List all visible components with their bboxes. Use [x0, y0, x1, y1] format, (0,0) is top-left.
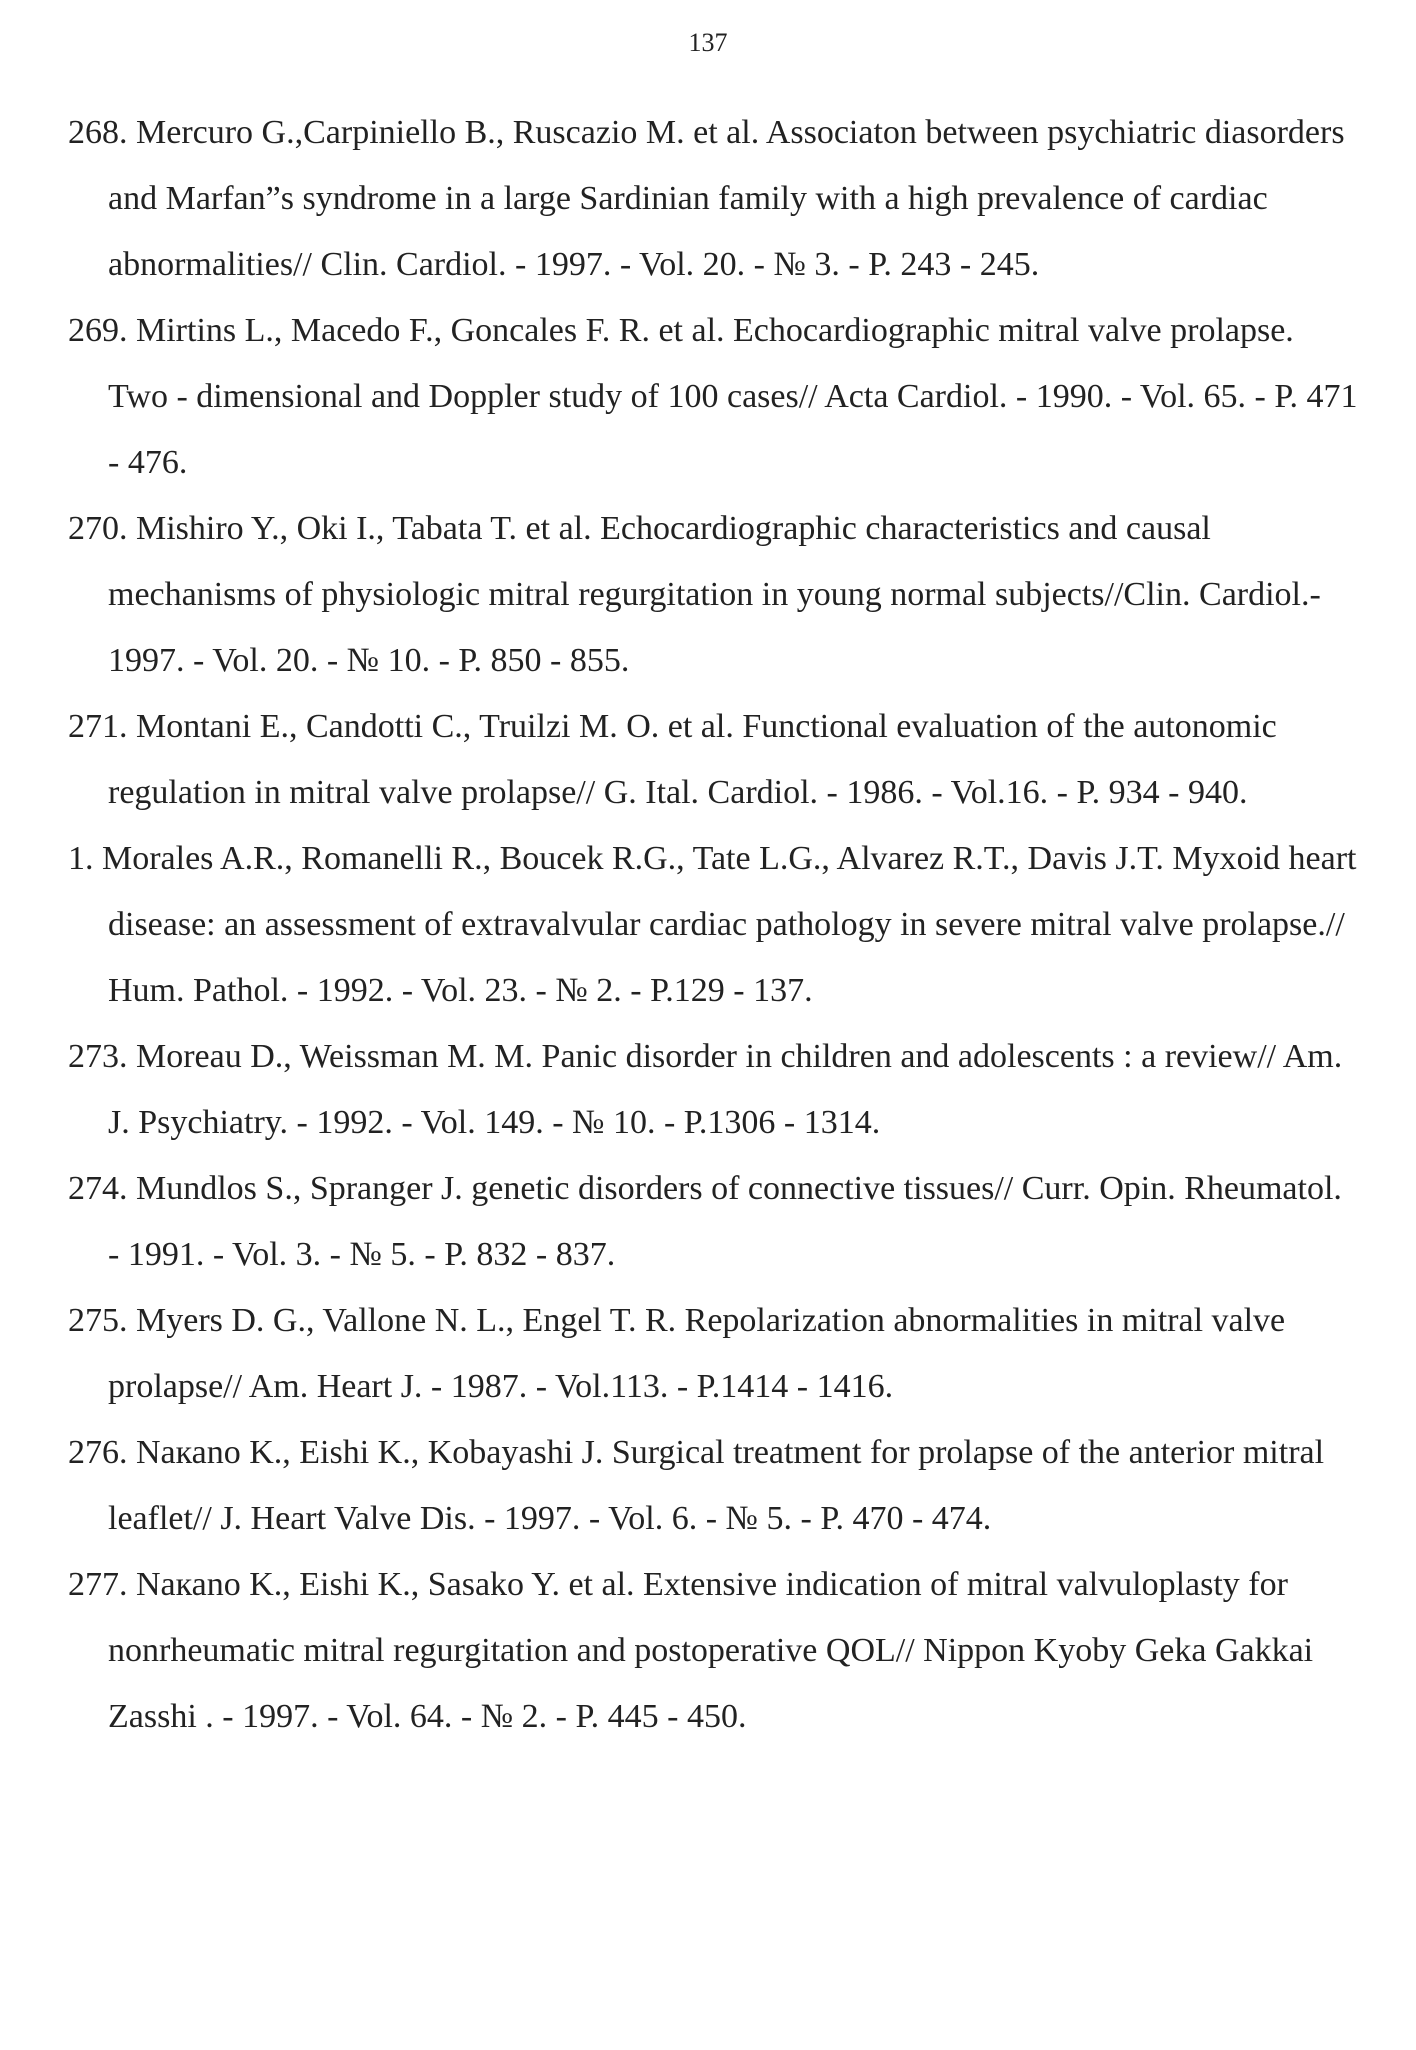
reference-line: 275. Myers D. G., Vallone N. L., Engel T. R. Repolarization abnormalities in mitral	[68, 1302, 1204, 1339]
reference-line: prevalence of cardiac abnormalities// Clin. Cardiol. - 1997. - Vol. 20. - № 3. - P.	[108, 180, 1268, 283]
page-number: 137	[688, 28, 728, 57]
reference-line: Cardiol.- 1997. - Vol. 20. - № 10. - P. 850 - 855.	[108, 576, 1321, 679]
reference-line: Nippon Kyoby Geka Gakkai Zasshi . - 1997. - Vol. 64. - № 2. - P. 445 - 450.	[108, 1632, 1314, 1735]
reference-line: mechanisms of physiologic mitral regurgitation in young normal subjects//Clin.	[108, 576, 1191, 613]
reference-line: 273. Moreau D., Weissman M. M. Panic disorder in children and adolescents : a	[68, 1038, 1157, 1075]
reference-line: 271. Montani E., Candotti C., Truilzi M. O. et al. Functional evaluation of the	[68, 708, 1125, 745]
reference-entry	[68, 1156, 1358, 1288]
reference-entry	[68, 100, 1358, 298]
reference-line: 268. Mercuro G.,Carpiniello B., Ruscazio M. et al. Associaton between psychiatric	[68, 114, 1197, 151]
reference-line: 276. Naкаno K., Eishi K., Kobayashi J. Surgical treatment for prolapse of the	[68, 1434, 1121, 1471]
reference-entry	[68, 298, 1358, 496]
reference-entry	[68, 1288, 1358, 1420]
reference-line: P. 934 - 940.	[1076, 774, 1248, 811]
reference-entry	[68, 1024, 1358, 1156]
reference-line: mitral valve prolapse.// Hum. Pathol. - 1992. - Vol. 23. - № 2. - P.129 - 137.	[108, 906, 1345, 1009]
reference-entry	[68, 1420, 1358, 1552]
reference-line: valvuloplasty for nonrheumatic mitral regurgitation and postoperative QOL//	[108, 1566, 1288, 1669]
reference-line: review// Am. J. Psychiatry. - 1992. - Vol. 149. - № 10. - P.1306 - 1314.	[108, 1038, 1343, 1141]
reference-line: diasorders and Marfan”s syndrome in a large Sardinian family with a high	[108, 114, 1345, 217]
reference-line: 270. Mishiro Y., Oki I., Tabata T. et al. Echocardiographic characteristics and causal	[68, 510, 1211, 547]
reference-entry	[68, 1552, 1358, 1750]
reference-line: autonomic regulation in mitral valve prolapse// G. Ital. Cardiol. - 1986. - Vol.16. -	[108, 708, 1277, 811]
reference-line: prolapse. Two - dimensional and Doppler study of 100 cases// Acta Cardiol. -	[108, 312, 1294, 415]
reference-line: 269. Mirtins L., Macedo F., Goncales F. R. et al. Echocardiographic mitral valve	[68, 312, 1162, 349]
reference-line: 277. Naкаno K., Eishi K., Sasako Y. et al. Extensive indication of mitral	[68, 1566, 1049, 1603]
reference-line: valve prolapse// Am. Heart J. - 1987. - Vol.113. - P.1414 - 1416.	[108, 1302, 1286, 1405]
reference-line: 243 - 245.	[900, 246, 1040, 283]
reference-line: Rheumatol. - 1991. - Vol. 3. - № 5. - P. 832 - 837.	[108, 1170, 1342, 1273]
reference-entry	[68, 496, 1358, 694]
reference-line: 1990. - Vol. 65. - P. 471 - 476.	[108, 378, 1358, 481]
reference-entry	[68, 826, 1358, 1024]
reference-list	[68, 100, 1358, 1750]
reference-entry	[68, 694, 1358, 826]
reference-line: Myxoid heart disease: an assessment of extravalvular cardiac pathology in severe	[108, 840, 1357, 943]
reference-line: 1. Morales A.R., Romanelli R., Boucek R.G., Tate L.G., Alvarez R.T., Davis J.T.	[68, 840, 1164, 877]
reference-line: 274. Mundlos S., Spranger J. genetic disorders of connective tissues// Curr. Opin.	[68, 1170, 1176, 1207]
reference-line: anterior mitral leaflet// J. Heart Valve Dis. - 1997. - Vol. 6. - № 5. - P. 470 - 474.	[108, 1434, 1325, 1537]
